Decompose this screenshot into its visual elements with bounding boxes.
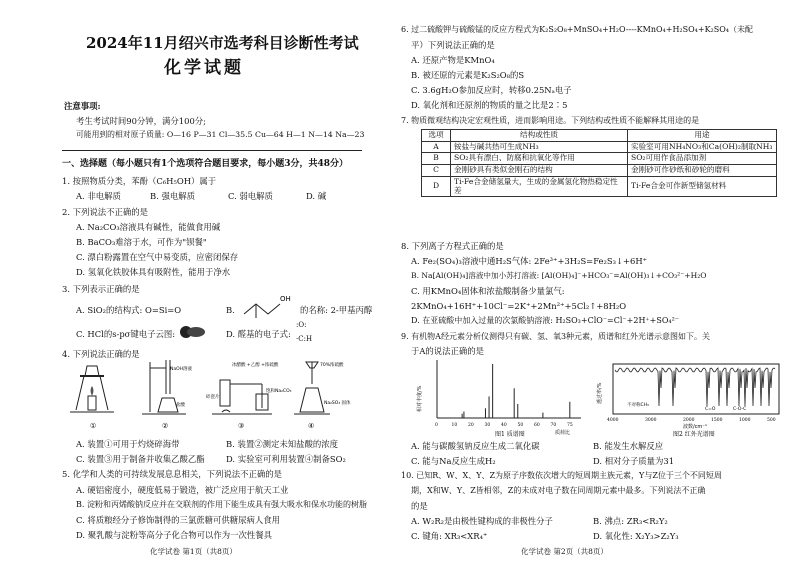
exam-title: 2024年11月绍兴市选考科目诊断性考试 [86,34,359,52]
cell-option: C [422,165,451,177]
q6-option-b: B. 被还原的元素是K₂S₂O₈的S [411,70,525,80]
apparatus-num-3: ③ [238,422,245,430]
apparatus-3 [206,361,292,414]
q10-option-d: D. 氧化性: X₂Y₃>Z₂Y₃ [593,531,679,541]
q7-stem: 7. 物质微观结构决定宏观性质，进而影响用途。下列结构或性质不能解释其用途的是 [401,116,700,125]
q2-option-c: C. 漂白粉露置在空气中易变质，应密闭保存 [76,252,239,262]
cell-use: Ti-Fe合金可作新型储氢材料 [628,176,777,196]
ms-tick-label: 10 [451,423,458,428]
label-reagents: 冰醋酸 +乙醇 +浓硫酸 [232,363,279,368]
q5-option-c: C. 将质粮经分子修饰制得的三氯蔗糖可供糖尿病人食用 [76,515,281,525]
cell-use: SO₂可用作食品添加剂 [628,153,777,165]
q8-stem: 8. 下列离子方程式正确的是 [401,241,504,251]
ms-tick-label: 60 [534,423,540,428]
ms-bars [462,364,570,418]
apparatus-num-2: ② [162,422,169,430]
ir-ylabel: 透过率/% [597,382,603,404]
label-na2so3: Na₂SO₃ 固体 [324,401,351,406]
ir-tick-label: 2000 [683,418,695,423]
q4-option-b: B. 装置②测定未知盐酸的浓度 [226,439,338,449]
footer-page-2: 化学试卷 第2页（共8页） [521,547,608,556]
q3-stem: 3. 下列表示正确的是 [62,284,140,294]
q6-option-a: A. 还原产物是KMnO₄ [411,55,495,65]
paper-subtitle: 化学试题 [164,58,244,78]
q4-option-a: A. 装置①可用于灼烧碎海带 [76,439,180,449]
ir-caption: 图2 红外光谱图 [673,431,715,438]
ir-spectrum-chart [593,360,783,438]
q8-option-c: C. 用KMnO₄固体和浓盐酸制备少量氯气: [411,286,565,296]
ms-tick-label: 50 [517,423,524,428]
mass-spectrum-chart [415,356,585,438]
divider [62,150,362,151]
cell-use: 金刚砂可作砂纸和砂轮的磨料 [628,165,777,177]
q2-option-d: D. 氢氧化铁胶体具有吸附性，能用于净水 [76,267,231,277]
q4-apparatus-figures [66,358,366,432]
q6-option-d: D. 氧化剂和还原剂的物质的量之比是2∶5 [411,100,568,110]
q3-option-c: C. HCl的s-pσ键电子云图: [76,329,176,339]
cell-option: B [422,153,451,165]
table-row [422,165,777,177]
table-row [422,141,777,153]
ms-tick-labels [435,422,573,428]
label-hcl: 盐酸 [176,403,185,408]
q1-option-a: A. 非电解质 [76,191,121,201]
q3-option-d: D. 醛基的电子式: [226,329,291,339]
q2-option-b: B. BaCO₃难溶于水，可作为"钡餐" [76,237,207,247]
q1-option-b: B. 强电解质 [150,191,195,201]
ms-tick-label: 0 [435,423,438,428]
cell-use: 实验室可用NH₄NO₃和Ca(OH)₂制取NH₃ [628,141,777,153]
q9-option-a: A. 能与碳酸氢钠反应生成二氧化碳 [411,441,540,451]
q10-stem-cont: 期，X和W、Y、Z皆相邻，Z的未成对电子数在同周期元素中最多。下列说法不正确 [411,486,706,495]
label-na2co3: 饱和Na₂CO₃ [266,389,292,394]
q3-option-b-name: 的名称: 2-甲基丙醇 [300,305,373,315]
q5-option-b: B. 淀粉和丙烯酸钠反应并在交联剂的作用下能生成具有强大吸水和保水功能的树脂 [76,500,367,509]
col-header-structure: 结构或性质 [451,130,628,142]
apparatus-2 [142,360,193,414]
ir-xlabel: 波数/cm⁻¹ [683,424,707,430]
cell-option: A [422,141,451,153]
q3-aldehyde-ch: ·C:H [296,335,313,343]
notice-title: 注意事项: [64,101,101,111]
q10-stem: 10. 已知R、W、X、Y、Z为原子序数依次增大的短周期主族元素，Y与Z位于三个不同短周 [401,471,722,480]
ir-tick-label: 1500 [711,418,723,423]
q3-aldehyde-o: :O: [296,321,307,329]
q5-option-d: D. 聚乳酸与淀粉等高分子化合物可以作为一次性餐具 [76,530,272,540]
label-naoh: NaOH溶液 [170,367,193,372]
q10-stem-cont2: 的是 [411,501,428,511]
ir-tick-label: 500 [767,418,776,423]
notice-line-1: 考生考试时间90分钟，满分100分; [76,116,206,126]
ir-trace [615,368,775,406]
q7-table [421,129,777,197]
table-header-row [422,130,777,142]
ms-ylabel: 相对丰度/% [417,385,423,412]
label-h2so4: 70%浓硫酸 [320,363,344,368]
q2-option-a: A. Na₂CO₃溶液具有碱性，能做食用碱 [76,222,221,232]
q4-stem: 4. 下列说法正确的是 [62,349,140,359]
q9-stem-cont: 于A的说法正确的是 [411,346,485,356]
q4-option-c: C. 装置③用于制备并收集乙酸乙酯 [76,454,205,464]
q3-oh-label: OH [280,295,291,303]
table-row [422,176,777,196]
right-page [397,0,794,562]
q9-option-c: C. 能与Na反应生成H₂ [411,456,496,466]
q4-option-d: D. 实验室可利用装置④制备SO₂ [226,454,346,464]
q10-option-c: C. 键角: XR₃<XR₄⁺ [411,531,488,541]
q1-option-d: D. 碱 [306,191,327,201]
ms-caption: 图1 质谱图 [495,431,525,438]
q8-option-d: D. 在亚硫酸中加入过量的次氯酸钠溶液: H₂SO₃+ClO⁻=Cl⁻+2H⁺+SO₄²⁻ [411,316,680,325]
ir-note-ch3: 不对称CH₃ [627,403,649,408]
q6-option-c: C. 3.6gH₂O参加反应时，转移0.25Nₐ电子 [411,85,572,95]
q9-stem: 9. 有机物A经元素分析仪测得只有碳、氢、氧3种元素，质谱和红外光谱示意图如下。关 [401,332,711,341]
cell-structure: SO₂具有漂白、防腐和抗氧化等作用 [451,153,628,165]
ir-note-coc: C-O-C [733,407,747,412]
notice-line-2: 可能用到的相对原子质量: O—16 P—31 Cl—35.5 Cu—64 H—1 N—14 Na—23 [76,130,365,139]
q8-option-c-equation: 2KMnO₄+16H⁺+10Cl⁻=2K⁺+2Mn²⁺+5Cl₂↑+8H₂O [411,301,627,311]
apparatus-num-1: ① [90,422,97,430]
table-row [422,153,777,165]
apparatus-4 [294,361,351,414]
ir-tick-labels [607,417,776,423]
ir-note-co: C=O [705,407,716,412]
apparatus-1 [70,366,114,412]
footer-page-1: 化学试卷 第1页（共8页） [150,547,237,556]
label-chips: 碎瓷片 [206,395,220,400]
cell-structure: 铵盐与碱共热可生成NH₃ [451,141,628,153]
ms-tick-label: 30 [484,423,491,428]
q6-stem-cont: 平）下列说法正确的是 [411,40,495,50]
apparatus-num-4: ④ [308,422,315,430]
q6-stem: 6. 过二硫酸钾与硫酸锰的反应方程式为K₂S₂O₈+MnSO₄+H₂O----KMnO₄+H₂SO₄+K₂SO₄（未配 [401,25,754,34]
cell-structure: 金刚砂具有类似金刚石的结构 [451,165,628,177]
s-p-sigma-orbital-icon [178,324,206,340]
ir-tick-label: 1000 [739,418,751,423]
q3-option-a: A. SiO₂的结构式: O=Si=O [76,305,182,315]
q8-option-a: A. Fe₂(SO₄)₃溶液中通H₂S气体: 2Fe³⁺+3H₂S=Fe₂S₃↓+6H⁺ [411,256,648,266]
ms-tick-label: 20 [468,423,474,428]
ir-tick-label: 4000 [607,418,619,423]
q8-option-b: B. Na[Al(OH)₄]溶液中加小苏打溶液: [Al(OH)₄]⁻+HCO₃⁻=Al(OH)₃↓+CO₃²⁻+H₂O [411,271,707,280]
q3-option-b-label: B. [226,305,235,315]
col-header-option: 选项 [422,130,451,142]
q5-stem: 5. 化学和人类的可持续发展息息相关，下列说法不正确的是 [62,469,283,479]
q10-option-b: B. 沸点: ZR₃<R₂Y₂ [593,516,668,526]
col-header-use: 用途 [628,130,777,142]
q9-option-d: D. 相对分子质量为31 [593,456,675,466]
ms-tick-label: 75 [567,423,573,428]
q10-option-a: A. W₂R₂是由极性键构成的非极性分子 [411,516,553,526]
q3-skeletal-formula [240,292,296,320]
cell-structure: Ti-Fe合金储氢量大，生成的金属氢化物热稳定性差 [451,176,628,196]
q9-option-b: B. 能发生水解反应 [593,441,664,451]
cell-option: D [422,176,451,196]
section-1-heading: 一、选择题（每小题只有1个选项符合题目要求，每小题3分，共48分） [62,159,349,169]
q1-stem: 1. 按照物质分类，苯酚（C₆H₅OH）属于 [62,176,217,186]
ms-tick-label: 40 [501,423,507,428]
q1-option-c: C. 弱电解质 [228,191,273,201]
q2-stem: 2. 下列说法不正确的是 [62,207,149,217]
q5-option-a: A. 硬铝密度小，硬度低易于锻造，被广泛应用于航天工业 [76,485,289,495]
ms-tick-label: 70 [550,423,557,428]
ir-tick-label: 3000 [645,418,657,423]
ms-xlabel: 质荷比 [555,430,571,436]
